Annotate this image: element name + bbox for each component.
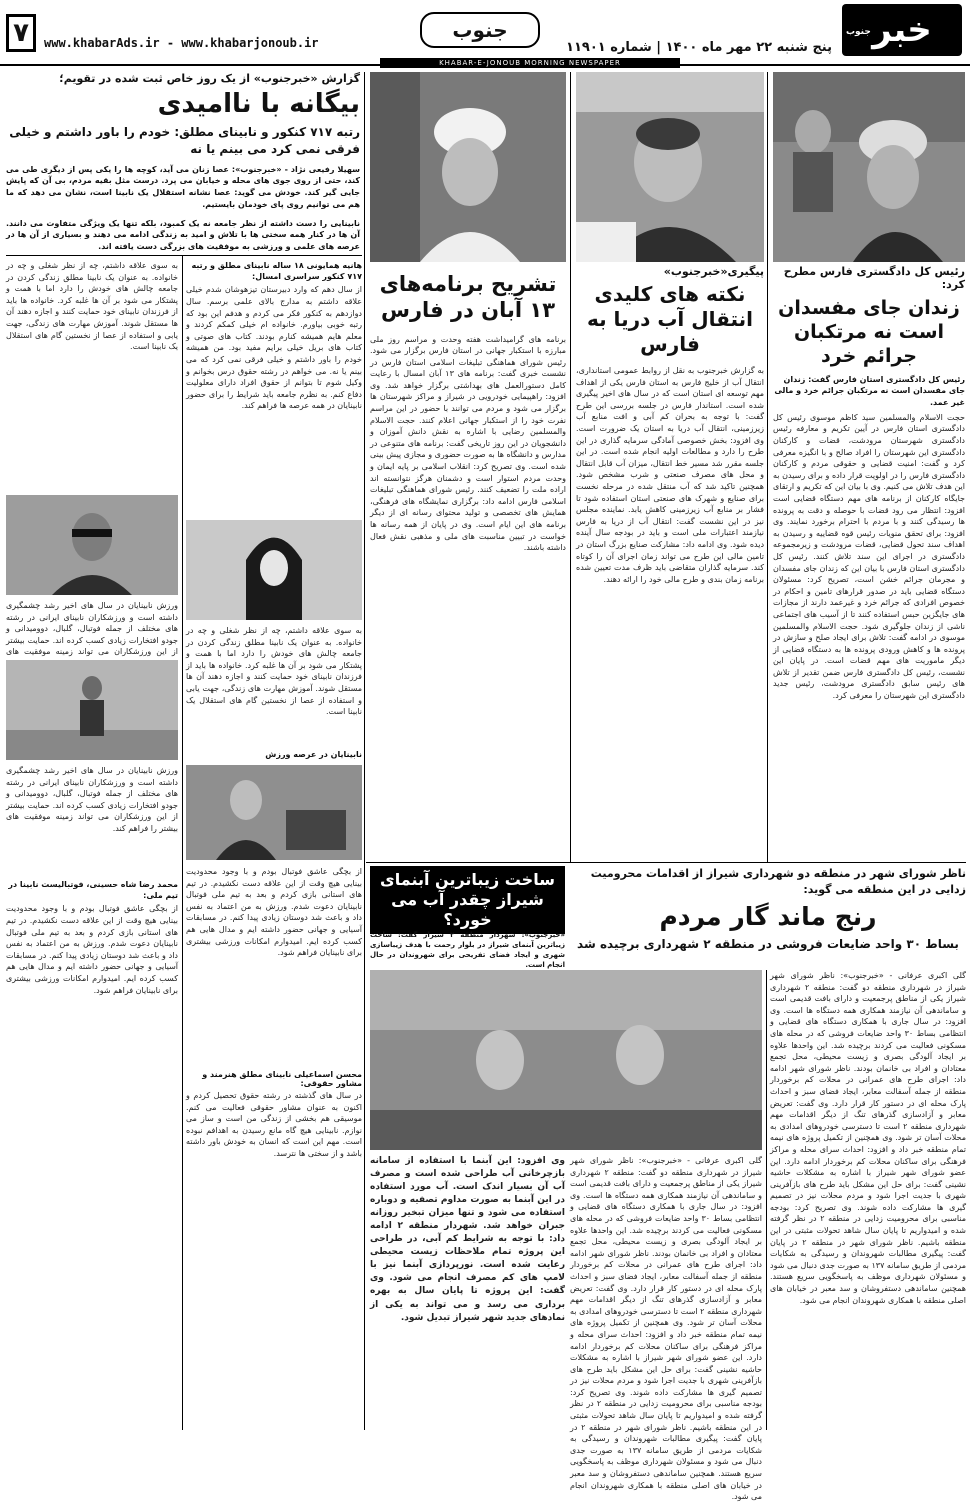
column-rule [570, 72, 571, 862]
dateline: پنج شنبه ۲۲ مهر ماه ۱۴۰۰ | شماره ۱۱۹۰۱ [566, 40, 832, 55]
logo-text: خبر [872, 10, 932, 50]
box3-title: محسن اسماعیلی نابینای مطلق هنرمند و مشاور حقوقی: [202, 1070, 362, 1088]
cleric-illustration [370, 72, 566, 262]
mohsen-photo [186, 765, 362, 860]
box3-body: در سال های گذشته در رشته حقوق تحصیل کردم و اکنون به عنوان مشاور حقوقی فعالیت می کنم. موسیقی هم بخشی از زندگی من است و ساز می نوازم. نابینایی هیچ گاه مانع رسیدن به اهدافم نبوده است. مهم این است که انسان به خودش باور داشته باشد و از سختی ها نترسد. [186, 1091, 362, 1158]
musician-illustration [186, 765, 362, 860]
box3-title-hidden: نابینایان در عرصه ورزش [265, 750, 362, 759]
story1-lede: رئیس کل دادگستری استان فارس گفت: زندان جای مفسدان است نه مرتکبان جرائم خرد و مالی غیر عمد. [774, 375, 965, 407]
column-rule [766, 970, 767, 1430]
newspaper-logo [842, 4, 962, 56]
column-rule [364, 72, 365, 1430]
story5-body-col1: گلی اکبری عرفانی - «خبرجنوب»: ناظر شورای شهر شیراز در شهرداری منطقه دو گفت: منطقه ۲ شهرداری شیراز یکی از مناطق پرجمعیت و دارای بافت قدیمی است و ساماندهی آن نیازمند همکاری همه دستگاه ها است. وی افزود: در سال جاری با همکاری دستگاه های قضایی و انتظامی بساط ۳۰ واحد ضایعات فروشی که در محله های مسکونی فعالیت می کردند برچیده شد. این واحدها علاوه بر ایجاد آلودگی بصری و زیست محیطی، محل تجمع معتادان و افراد بی خانمان بودند. ناظر شورای شهر ادامه داد: اجرای طرح های عمرانی در محلات کم برخوردار منطقه از جمله آسفالت معابر، ایجاد فضای سبز و احداث پارک محله ای در دستور کار قرار دارد. وی گفت: تعریض معابر و آزادسازی گذرهای تنگ از دیگر اقدامات مهم شهرداری منطقه ۲ است تا دسترسی خودروهای امدادی به محلات آسان تر شود. وی همچنین از تکمیل پروژه های نیمه تمام منطقه خبر داد و افزود: احداث سرای محله و مراکز فرهنگی برای ساکنان محلات کم برخوردار ادامه دارد. این عضو شورای شهر شیراز با اشاره به مشکلات حاشیه نشینی گفت: برای حل این مشکل باید طرح های بازآفرینی شهری با جدیت اجرا شود و مردم محلات نیز در تصمیم گیری ها مشارکت داده شوند. وی تصریح کرد: بودجه مناسبی برای محرومیت زدایی در منطقه ۲ در نظر گرفته شده و امیدواریم تا پایان سال شاهد تحولات مثبتی در این منطقه باشیم. ناظر شورای شهر در منطقه ۲ در پایان گفت: پیگیری مطالبات شهروندان و رسیدگی به شکایات مردمی از طریق سامانه ۱۳۷ به صورت جدی دنبال می شود و مسئولان شهرداری موظف به پاسخگویی سریع هستند. همچنین ساماندهی دستفروشان و سد معبر در خیابان های اصلی منطقه با همکاری شهروندان انجام می شود. [770, 971, 966, 1305]
story4-lede: سهیلا رفیعی نژاد - «خبرجنوب»: عصا زنان می آید، کوچه ها را یکی پس از دیگری طی می کند، حتی از روی جوی های محله و خیابان می پرد. درست مثل بقیه مردم، بی آن که پایش جایی گیر کند. خودش می گوید: عصا نشانه استقلال یک نابینا است، نشان می دهد که ما هم می توانیم روی پای خودمان بایستیم. [6, 164, 360, 209]
story4-lede2: نابینایی را دست داشته از نظر جامعه نه یک کمبود، بلکه تنها یک ویژگی متفاوت می دانند. آن ها در کنار همه سختی ها با تلاش و امید به زندگی ادامه می دهند و بسیاری از آن ها در عرصه های علمی و ورزشی به موفقیت های بزرگی دست یافته اند. [6, 218, 360, 251]
story2-body: به گزارش خبرجنوب به نقل از روابط عمومی استانداری، انتقال آب از خلیج فارس به استان فارس یکی از اهداف مهم توسعه ای استان است که در سال های اخیر پیگیری شده است. استاندار فارس در جلسه بررسی این طرح گفت: با توجه به بحران کم آبی و افت منابع آب زیرزمینی، انتقال آب دریا به استان یک ضرورت است. وی افزود: بخش خصوصی آمادگی سرمایه گذاری در این طرح را دارد و مطالعات اولیه انجام شده است. در این جلسه مقرر شد مسیر خط انتقال، میزان آب قابل انتقال و محل های مصرف صنعتی و شرب مشخص شود. همچنین تاکید شد که آب منتقل شده در مرحله نخست برای صنایع و شهرک های صنعتی استان استفاده شود تا فشار بر منابع آب زیرزمینی کاهش یابد. نماینده مجلس نیز در این نشست گفت: انتقال آب از دریا به فارس نیازمند اعتبارات ملی است و باید در بودجه سال آینده دیده شود. وی ادامه داد: مشارکت صنایع بزرگ استان در تامین مالی این طرح می تواند زمان اجرای آن را کوتاه کند. سرمایه گذاران متقاضی باید ظرف مدت تعیین شده برنامه زمان بندی و طرح مالی خود را ارائه دهند. [576, 366, 764, 584]
athlete-photo [6, 660, 178, 760]
column-rule [182, 255, 183, 1430]
section-label: جنوب [420, 12, 540, 48]
box1-body: از سال دهم که وارد دبیرستان تیزهوشان شدم خیلی علاقه داشتم به مدارج بالای علمی برسم. سال دوازدهم به کنکور فکر می کردم و هدفم این بود که رتبه خوبی بیاورم. خانواده ام خیلی کمکم کردند و معلم هایم همیشه کنارم بودند. کتاب های صوتی و کتاب های بریل خیلی برایم مفید بود. من همیشه خودم را باور داشتم و خیلی فرقی نمی کرد که می بینم یا نه. می خواهم در رشته حقوق درس بخوانم و وکیل شوم تا بتوانم از حقوق افراد دارای معلولیت دفاع کنم. به نظرم جامعه باید شرایط را برای حضور نابینایان در همه عرصه ها فراهم کند. [186, 285, 362, 411]
cleric-photo [370, 72, 566, 262]
story4-kicker: گزارش «خبرجنوب» از یک روز خاص ثبت شده در تقویم؛ [59, 72, 360, 85]
story4-subtitle: رتبه ۷۱۷ کنکور و نابینای مطلق: خودم را باور داشتم و خیلی فرقی نمی کرد می بینم یا نه [9, 125, 360, 156]
story3-body: برنامه های گرامیداشت هفته وحدت و مراسم روز ملی مبارزه با استکبار جهانی در استان فارس برگزار می شود. رئیس شورای هماهنگی تبلیغات اسلامی استان فارس در نشست خبری گفت: برنامه های ۱۳ آبان امسال با رعایت کامل دستورالعمل های بهداشتی برگزار خواهد شد. وی افزود: راهپیمایی خودرویی در شیراز و مراکز شهرستان ها برگزار می شود و مردم می توانند با حضور در این مراسم نفرت خود را از استکبار جهانی اعلام کنند. حجت الاسلام والمسلمین رضایی با اشاره به نقش دانش آموزان و دانشجویان در این روز تاریخی گفت: برنامه های متنوعی در مدارس و دانشگاه ها به صورت حضوری و مجازی پیش بینی شده است. وی تصریح کرد: انقلاب اسلامی بر پایه ایمان و وحدت مردم استوار است و دشمنان هرگز نتوانسته اند اراده ملت را تضعیف کنند. رئیس شورای هماهنگی تبلیغات اسلامی فارس ادامه داد: برگزاری نمایشگاه های فرهنگی، همایش های تخصصی و تولید محتوای رسانه ای از دیگر برنامه های این ایام است. وی در پایان از همه رسانه ها خواست در تبیین مناسبت های ملی و مذهبی نقش فعال داشته باشند. [370, 334, 566, 553]
athlete-illustration [6, 660, 178, 760]
judiciary-chief-photo [773, 72, 965, 262]
mohammadreza-photo [6, 495, 178, 595]
box4-body: ورزش نابینایان در سال های اخیر رشد چشمگیری داشته است و ورزشکاران نابینای ایرانی در رشته های مختلف از جمله فوتبال، گلبال، دوومیدانی و جودو افتخارات زیادی کسب کرده اند. حمایت بیشتر از این ورزشکاران می تواند زمینه موفقیت های بیشتر را فراهم کند. [6, 766, 178, 833]
story3-headline[interactable]: تشریح برنامه‌های ۱۳ آبان در فارس [379, 272, 557, 323]
box2-body-cont: از بچگی عاشق فوتبال بودم و با وجود محدودیت بینایی هیچ وقت از این علاقه دست نکشیدم. در تیم های استانی بازی کردم و بعد به تیم ملی فوتبال نابینایان دعوت شدم. ورزش به من اعتماد به نفس داد و باعث شد دوستان زیادی پیدا کنم. در مسابقات آسیایی و جهانی حضور داشته ایم و مدال هایی هم کسب کرده ایم. امیدوارم امکانات ورزشی بیشتری برای نابینایان فراهم شود. [186, 867, 362, 958]
page-number: ۷ [6, 14, 36, 52]
story1-kicker: رئیس کل دادگستری فارس مطرح کرد: [783, 265, 965, 291]
story6-headline[interactable]: ساخت زیباترین آبنمای شیراز چقدر آب می خورد؟ [370, 866, 565, 934]
story6-lede: «خبرجنوب»: شهردار منطقه ۲ شیراز گفت: ساخت زیباترین آبنمای شیراز در بلوار رحمت با هدف زیباسازی شهری و ایجاد فضای تفریحی برای شهروندان در حال انجام است. [370, 931, 565, 970]
logo-small-text: جنوب [846, 27, 871, 37]
box1-title: هانیه همایونی ۱۸ ساله نابینای مطلق و رتبه ۷۱۷ کنکور سراسری امسال: [191, 261, 362, 282]
box2-body: از بچگی عاشق فوتبال بودم و با وجود محدودیت بینایی هیچ وقت از این علاقه دست نکشیدم. در تیم های استانی بازی کردم و بعد به تیم ملی فوتبال نابینایان دعوت شدم. ورزش به من اعتماد به نفس داد و باعث شد دوستان زیادی پیدا کنم. در مسابقات آسیایی و جهانی حضور داشته ایم و مدال هایی هم کسب کرده ایم. امیدوارم امکانات ورزشی بیشتری برای نابینایان فراهم شود. [6, 904, 178, 995]
story4-body-extra: به سوی علاقه داشتم، چه از نظر شغلی و چه در خانواده. به عنوان یک نابینا مطلق زندگی کردن در جامعه چالش های خودش را دارد اما با همت و پشتکار می شود بر آن ها غلبه کرد. خانواده ها باید از فرزندان نابینای خود حمایت کنند و اجازه دهند آن ها مستقل شوند. آموزش مهارت های زندگی، جهت یابی و استفاده از عصا از نخستین گام های استقلال یک نابینا است. [6, 261, 178, 352]
story2-headline[interactable]: نکته های کلیدی انتقال آب دریا به فارس [586, 282, 754, 356]
haniyeh-photo [186, 520, 362, 620]
city-council-photo [370, 970, 762, 1150]
man-portrait-illustration [6, 495, 178, 595]
story4-body-extra2: ورزش نابینایان در سال های اخیر رشد چشمگیری داشته است و ورزشکاران نابینای ایرانی در رشته های مختلف از جمله فوتبال، گلبال، دوومیدانی و جودو افتخارات زیادی کسب کرده اند. حمایت بیشتر از این ورزشکاران می تواند زمینه موفقیت های [6, 601, 178, 657]
story6-body: وی افزود: این آبنما با استفاده از سامانه بازچرخانی آب طراحی شده است و مصرف آب آن بسیار اندک است. آب مورد استفاده در این آبنما به صورت مداوم تصفیه و دوباره استفاده می شود و تنها میزان تبخیر روزانه جبران خواهد شد. شهردار منطقه ۲ ادامه داد: با توجه به شرایط کم آبی، در طراحی این پروژه تمام ملاحظات زیست محیطی رعایت شده است. نورپردازی آبنما نیز با لامپ های کم مصرف انجام می شود. وی گفت: این پروژه تا پایان سال به بهره برداری می رسد و می تواند به یکی از نمادهای جدید شهر شیراز تبدیل شود. [370, 1156, 565, 1323]
box1-body-cont: به سوی علاقه داشتم، چه از نظر شغلی و چه در خانواده. به عنوان یک نابینا مطلق زندگی کردن در جامعه چالش های خودش را دارد اما با همت و پشتکار می شود بر آن ها غلبه کرد. خانواده ها باید از فرزندان نابینای خود حمایت کنند و اجازه دهند آن ها مستقل شوند. آموزش مهارت های زندگی، جهت یابی و استفاده از عصا از نخستین گام های استقلال یک نابینا است. [186, 626, 362, 717]
box2-title: محمد رضا شاه حسینی، فوتبالیست نابینا در تیم ملی: [8, 880, 178, 901]
story5-kicker: ناظر شورای شهر در منطقه دو شهرداری شیراز از اقدامات محرومیت زدایی در این منطقه می گوید: [590, 867, 966, 896]
story4-headline[interactable]: بیگانه با ناامیدی [157, 89, 360, 119]
story5-headline[interactable]: رنج ماند گار مردم [659, 901, 877, 931]
story2-kicker: پیگیری«خبرجنوب» [663, 265, 764, 278]
story1-body: حجت الاسلام والمسلمین سید کاظم موسوی رئیس کل دادگستری استان فارس در آیین تکریم و معارفه رئیس دادگستری شهرستان مرودشت، قضات و کارکنان دادگستری این شهرستان را افراد صالح و با انگیزه معرفی کرد و گفت: امنیت قضایی و حقوقی مردم و کارکنان دادگستری فارس را در اولویت قرار داده و برای رسیدن به این هدف تلاش می کنیم. وی با بیان این که تکریم و ارتقای جایگاه کارکنان از برنامه های مهم دستگاه قضایی است افزود: انتظار می رود قضات با حوصله و دقت به پرونده ها رسیدگی کنند و با مردم با احترام برخورد نمایند. وی افزود: برای تحقق منویات رئیس قوه قضاییه و رسیدن به اهداف سند تحول قضایی، قضات مرودشت و زیرمجموعه دادگستری در اجرای این سند تلاش کنند. رئیس کل دادگستری استان فارس با بیان این که زندان جای مفسدان و مجرمان جرائم خشن است، تصریح کرد: مسئولان دستگاه قضایی باید در صدور قرارهای تامین و احکام در خصوص افرادی که جرائم خرد و غیرعمد دارند از مجازات های جایگزین حبس استفاده کنند تا از آسیب های اجتماعی ناشی از زندان جلوگیری شود. حجت الاسلام والمسلمین موسوی در ادامه گفت: تلاش برای ایجاد صلح و سازش در پرونده ها و کاهش ورودی پرونده ها به دستگاه قضایی از دیگر ماموریت های مهم قضات است. در پایان این نشست، رئیس کل دادگستری فارس ضمن تقدیر از تلاش های رئیس سابق دادگستری مرودشت، رئیس جدید دادگستری این شهرستان را معرفی کرد. [773, 412, 965, 701]
council-illustration [370, 970, 762, 1150]
meeting-illustration [576, 72, 764, 262]
website-urls[interactable]: www.khabarAds.ir - www.khabarjonoub.ir [44, 36, 319, 50]
story1-headline[interactable]: زندان جای مفسدان است نه مرتکبان جرائم خرد [778, 297, 960, 367]
water-transfer-photo [576, 72, 764, 262]
girl-portrait-illustration [186, 520, 362, 620]
morning-banner: KHABAR-E-JONOUB MORNING NEWSPAPER [380, 58, 680, 68]
portrait-illustration [773, 72, 965, 262]
story5-body-col2: گلی اکبری عرفانی - «خبرجنوب»: ناظر شورای شهر شیراز در شهرداری منطقه دو گفت: منطقه ۲ شهرداری شیراز یکی از مناطق پرجمعیت و دارای بافت قدیمی است و ساماندهی آن نیازمند همکاری همه دستگاه ها است. وی افزود: در سال جاری با همکاری دستگاه های قضایی و انتظامی بساط ۳۰ واحد ضایعات فروشی که در محله های مسکونی فعالیت می کردند برچیده شد. این واحدها علاوه بر ایجاد آلودگی بصری و زیست محیطی، محل تجمع معتادان و افراد بی خانمان بودند. ناظر شورای شهر ادامه داد: اجرای طرح های عمرانی در محلات کم برخوردار منطقه از جمله آسفالت معابر، ایجاد فضای سبز و احداث پارک محله ای در دستور کار قرار دارد. وی گفت: تعریض معابر و آزادسازی گذرهای تنگ از دیگر اقدامات مهم شهرداری منطقه ۲ است تا دسترسی خودروهای امدادی به محلات آسان تر شود. وی همچنین از تکمیل پروژه های نیمه تمام منطقه خبر داد و افزود: احداث سرای محله و مراکز فرهنگی برای ساکنان محلات کم برخوردار ادامه دارد. این عضو شورای شهر شیراز با اشاره به مشکلات حاشیه نشینی گفت: برای حل این مشکل باید طرح های بازآفرینی شهری با جدیت اجرا شود و مردم محلات نیز در تصمیم گیری ها مشارکت داده شوند. وی تصریح کرد: بودجه مناسبی برای محرومیت زدایی در منطقه ۲ در نظر گرفته شده و امیدواریم تا پایان سال شاهد تحولات مثبتی در این منطقه باشیم. ناظر شورای شهر در منطقه ۲ در پایان گفت: پیگیری مطالبات شهروندان و رسیدگی به شکایات مردمی از طریق سامانه ۱۳۷ به صورت جدی دنبال می شود و مسئولان شهرداری موظف به پاسخگویی سریع هستند. همچنین ساماندهی دستفروشان و سد معبر در خیابان های اصلی منطقه با همکاری شهروندان انجام می شود. [570, 1156, 763, 1502]
story5-subtitle: بساط ۳۰ واحد ضایعات فروشی در منطقه ۲ شهرداری برچیده شد [577, 936, 959, 951]
column-rule [767, 72, 768, 862]
horizontal-rule [6, 255, 362, 256]
